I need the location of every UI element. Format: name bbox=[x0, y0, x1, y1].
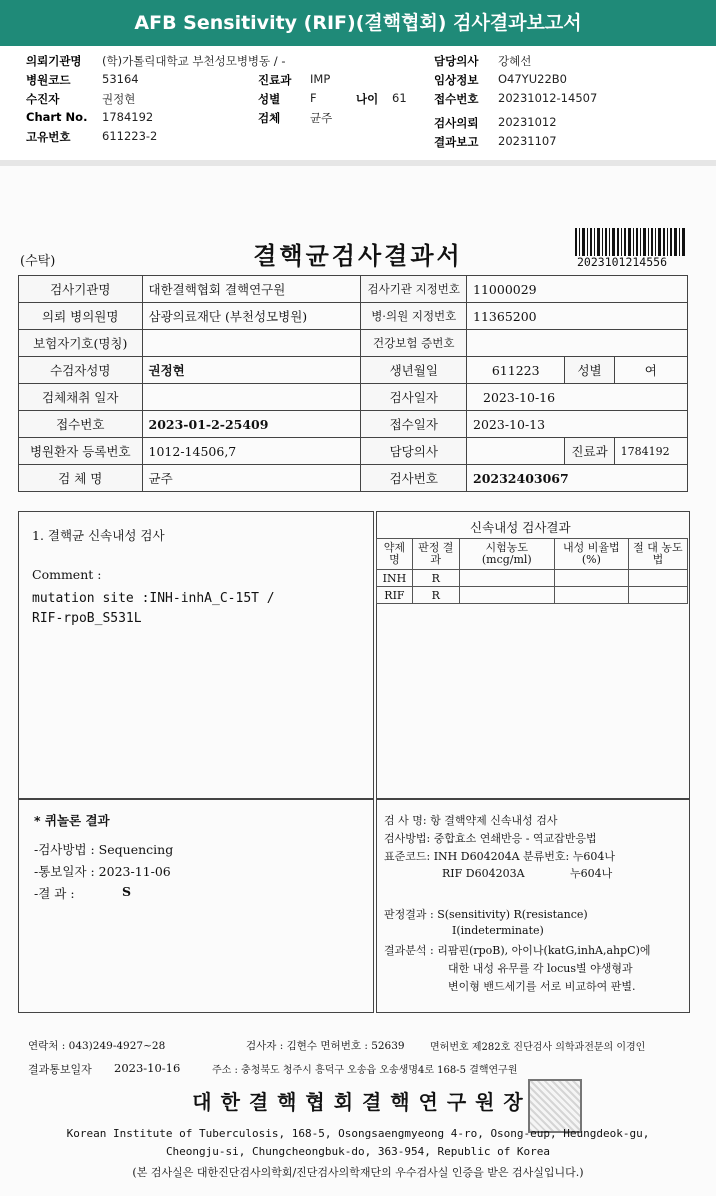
quinolone-notice-date: -통보일자 : 2023-11-06 bbox=[34, 864, 171, 879]
method-line: 검 사 명: 항 결핵약제 신속내성 검사 bbox=[384, 814, 558, 827]
table-cell: 11365200 bbox=[467, 303, 688, 330]
table-cell: 의뢰 병의원명 bbox=[19, 303, 143, 330]
footer-examiner: 검사자 : 김현수 면허번호 : 52639 bbox=[246, 1040, 405, 1052]
table-cell bbox=[142, 330, 361, 357]
table-cell: 병·의원 지정번호 bbox=[361, 303, 467, 330]
table-cell: 20232403067 bbox=[467, 465, 688, 492]
table-cell bbox=[628, 570, 687, 587]
table-row bbox=[19, 330, 688, 357]
comment-label: Comment : bbox=[32, 567, 102, 582]
quinolone-title: * 퀴놀론 결과 bbox=[34, 813, 110, 828]
table-cell: 병원환자 등록번호 bbox=[19, 438, 143, 465]
clinical-info-value: O47YU22B0 bbox=[498, 72, 567, 86]
table-cell: 보험자기호(명칭) bbox=[19, 330, 143, 357]
table-cell: 11000029 bbox=[467, 276, 688, 303]
table-cell: 검 체 명 bbox=[19, 465, 143, 492]
footer-report-date-label: 결과통보일자 bbox=[28, 1063, 92, 1076]
specimen-label: 검체 bbox=[258, 111, 281, 125]
hospital-code-value: 53164 bbox=[102, 72, 139, 86]
footer-institute-name: 대 한 결 핵 협 회 결 핵 연 구 원 장 bbox=[192, 1090, 524, 1114]
table-cell bbox=[554, 570, 628, 587]
chart-no-label: Chart No. bbox=[26, 110, 88, 124]
sex-label: 성별 bbox=[258, 92, 281, 106]
table-cell: 균주 bbox=[142, 465, 361, 492]
sex-value: F bbox=[310, 91, 317, 105]
result-report-value: 20231107 bbox=[498, 134, 557, 148]
quinolone-result-value: S bbox=[122, 884, 132, 899]
table-cell: 검체채취 일자 bbox=[19, 384, 143, 411]
method-line: 판정결과 : S(sensitivity) R(resistance) bbox=[384, 908, 588, 921]
table-cell bbox=[459, 587, 554, 604]
table-cell: R bbox=[412, 587, 459, 604]
table-cell: 접수번호 bbox=[19, 411, 143, 438]
table-cell: 여 bbox=[614, 357, 687, 384]
department-value: IMP bbox=[310, 72, 331, 86]
table-cell: 2023-10-16 bbox=[467, 384, 688, 411]
table-cell: 건강보험 증번호 bbox=[361, 330, 467, 357]
clinical-info-label: 임상정보 bbox=[434, 73, 479, 87]
method-line: I(indeterminate) bbox=[452, 924, 544, 937]
requesting-institution-label: 의뢰기관명 bbox=[26, 54, 82, 68]
footer-address: 주소 : 충청북도 청주시 흥덕구 오송읍 오송생명4로 168-5 결핵연구원 bbox=[212, 1065, 518, 1076]
table-row bbox=[377, 570, 688, 587]
table-cell: 접수일자 bbox=[361, 411, 467, 438]
table-cell: 대한결핵협회 결핵연구원 bbox=[142, 276, 361, 303]
receipt-no-value: 20231012-14507 bbox=[498, 91, 598, 105]
table-row bbox=[377, 539, 688, 570]
method-line: 결과분석 : 리팜핀(rpoB), 아이나(katG,inhA,ahpC)에 bbox=[384, 944, 651, 957]
quinolone-result-label: -결 과 : bbox=[34, 886, 75, 901]
method-line: 표준코드: INH D604204A 분류번호: 누604나 bbox=[384, 850, 615, 863]
requesting-institution-value: (학)가톨릭대학교 부천성모병병동 / - bbox=[102, 54, 286, 68]
table-cell: 삼광의료재단 (부천성모병원) bbox=[142, 303, 361, 330]
scanned-report bbox=[0, 166, 716, 1196]
unique-id-value: 611223-2 bbox=[102, 129, 158, 143]
table-row bbox=[377, 587, 688, 604]
physician-label: 담당의사 bbox=[434, 54, 479, 68]
mutation-site-line1: mutation site :INH-inhA_C-15T / bbox=[32, 591, 275, 606]
table-cell bbox=[628, 587, 687, 604]
mutation-site-line2: RIF-rpoB_S531L bbox=[32, 611, 142, 626]
table-row bbox=[19, 276, 688, 303]
rapid-results-table bbox=[376, 538, 688, 604]
method-line: 대한 내성 유무를 각 locus별 야생형과 bbox=[448, 962, 633, 975]
footer-english-address-1: Korean Institute of Tuberculosis, 168-5, Osongsaengmyeong 4-ro, Osong-eup, Heungdeok-gu, bbox=[66, 1127, 650, 1140]
table-row bbox=[19, 411, 688, 438]
quinolone-method: -검사방법 : Sequencing bbox=[34, 842, 174, 857]
barcode-image bbox=[575, 228, 685, 256]
footer-certification-note: (본 검사실은 대한진단검사의학회/진단검사의학재단의 우수검사실 인증을 받은 검사실입니다.) bbox=[132, 1166, 584, 1179]
method-line: 변이형 밴드세기를 서로 비교하여 판별. bbox=[448, 980, 636, 993]
specimen-value: 균주 bbox=[310, 111, 333, 125]
table-cell: INH bbox=[377, 570, 413, 587]
footer-report-date: 2023-10-16 bbox=[114, 1061, 181, 1075]
table-cell: 수검자성명 bbox=[19, 357, 143, 384]
quinolone-box bbox=[18, 799, 374, 1013]
table-row bbox=[19, 438, 688, 465]
request-date-label: 검사의뢰 bbox=[434, 116, 479, 130]
table-cell: 성별 bbox=[565, 357, 614, 384]
method-line: 검사방법: 중합효소 연쇄반응 - 역교잡반응법 bbox=[384, 832, 597, 845]
receipt-no-label: 접수번호 bbox=[434, 92, 479, 106]
chart-no-value: 1784192 bbox=[102, 110, 154, 124]
table-cell: 진료과 bbox=[565, 438, 614, 465]
table-cell bbox=[467, 438, 565, 465]
table-cell: RIF bbox=[377, 587, 413, 604]
table-cell bbox=[142, 384, 361, 411]
footer-license: 면허번호 제282호 진단검사 의학과전문의 이경인 bbox=[430, 1042, 646, 1053]
table-header-cell: 내성 비율법(%) bbox=[554, 539, 628, 570]
table-cell: 검사일자 bbox=[361, 384, 467, 411]
unique-id-label: 고유번호 bbox=[26, 130, 71, 144]
table-cell: 1784192 bbox=[614, 438, 687, 465]
table-cell: 1012-14506,7 bbox=[142, 438, 361, 465]
table-header-cell: 약제명 bbox=[377, 539, 413, 570]
table-row bbox=[19, 465, 688, 492]
hospital-code-label: 병원코드 bbox=[26, 73, 71, 87]
age-label: 나이 bbox=[356, 92, 379, 106]
report-header-title: AFB Sensitivity (RIF)(결핵협회) 검사결과보고서 bbox=[0, 0, 716, 46]
request-date-value: 20231012 bbox=[498, 115, 557, 129]
footer-contact: 연락처 : 043)249-4927~28 bbox=[28, 1040, 166, 1052]
table-cell: 권정현 bbox=[142, 357, 361, 384]
table-cell: 담당의사 bbox=[361, 438, 467, 465]
table-cell: 검사번호 bbox=[361, 465, 467, 492]
table-cell: 2023-10-13 bbox=[467, 411, 688, 438]
table-row bbox=[19, 357, 688, 384]
table-row bbox=[19, 303, 688, 330]
result-report-label: 결과보고 bbox=[434, 135, 479, 149]
barcode-number: 2023101214556 bbox=[577, 255, 668, 269]
footer-english-address-2: Cheongju-si, Chungcheongbuk-do, 363-954, Republic of Korea bbox=[165, 1145, 551, 1158]
patient-name-label: 수진자 bbox=[26, 92, 60, 106]
table-row bbox=[19, 384, 688, 411]
test-section-heading: 1. 결핵균 신속내성 검사 bbox=[32, 528, 165, 543]
table-cell: 611223 bbox=[467, 357, 565, 384]
report-title: 결핵균검사결과서 bbox=[253, 241, 463, 270]
table-cell: 검사기관명 bbox=[19, 276, 143, 303]
patient-info-table bbox=[18, 275, 688, 492]
test-section-box bbox=[18, 511, 374, 799]
age-value: 61 bbox=[392, 91, 407, 105]
table-header-cell: 절 대 농도법 bbox=[628, 539, 687, 570]
table-cell: R bbox=[412, 570, 459, 587]
physician-value: 강혜선 bbox=[498, 54, 532, 68]
table-cell bbox=[459, 570, 554, 587]
table-header-cell: 판정 결과 bbox=[412, 539, 459, 570]
table-cell bbox=[467, 330, 688, 357]
method-line: RIF D604203A 누604나 bbox=[442, 867, 613, 880]
table-cell bbox=[554, 587, 628, 604]
rapid-results-title: 신속내성 검사결과 bbox=[470, 520, 571, 535]
table-header-cell: 시험농도 (mcg/ml) bbox=[459, 539, 554, 570]
patient-name-value: 권정현 bbox=[102, 92, 136, 106]
consignment-mark: (수탁) bbox=[20, 254, 56, 269]
department-label: 진료과 bbox=[258, 73, 292, 87]
table-cell: 검사기관 지정번호 bbox=[361, 276, 467, 303]
table-cell: 생년월일 bbox=[361, 357, 467, 384]
table-cell: 2023-01-2-25409 bbox=[142, 411, 361, 438]
